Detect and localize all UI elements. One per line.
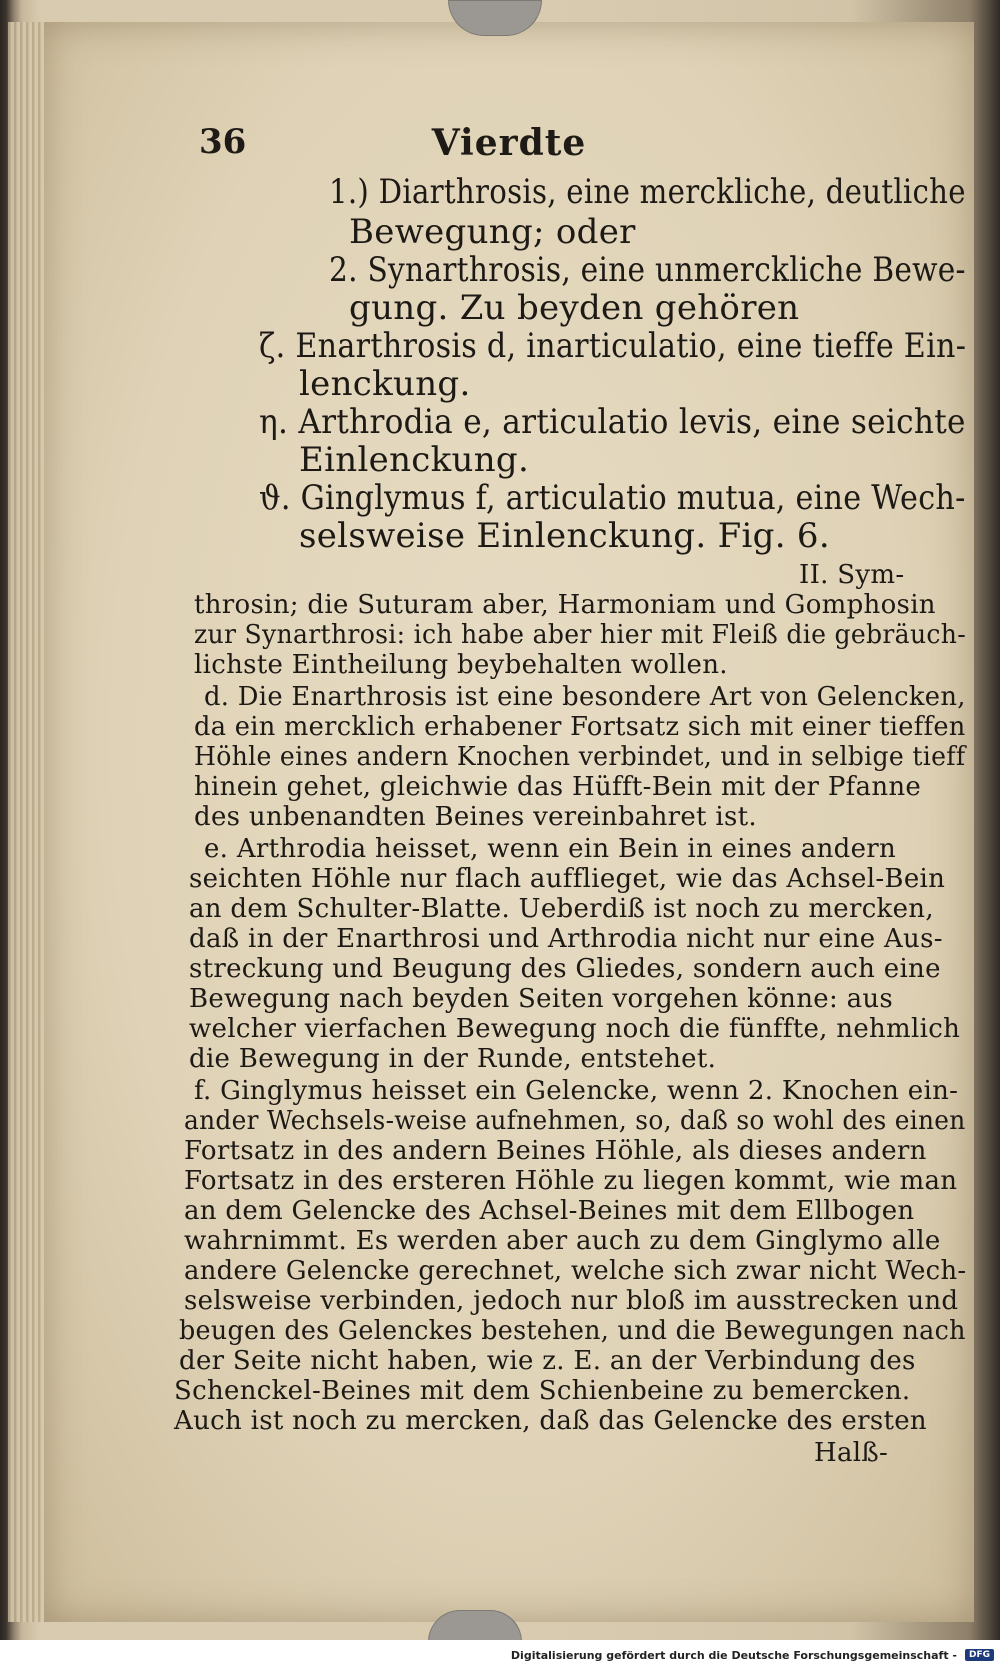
list-line: 2. Synarthrosis, eine unmerckliche Bewe- (329, 250, 966, 290)
funding-text: Digitalisierung gefördert durch die Deutsche Forschungsgemeinschaft - (510, 1648, 957, 1662)
dfg-logo: DFG (965, 1649, 994, 1661)
list-line: 1.) Diarthrosis, eine merckliche, deutliche (329, 172, 966, 212)
note-line: ander Wechsels-weise aufnehmen, so, daß so wohl des einen (184, 1106, 966, 1136)
note-line: seichten Höhle nur flach aufflieget, wie das Achsel-Bein (189, 864, 946, 894)
catchword: Halß- (814, 1438, 889, 1468)
note-line: Höhle eines andern Knochen verbindet, und in selbige tieff (194, 742, 966, 772)
list-line: selsweise Einlenckung. Fig. 6. (299, 516, 830, 556)
note-line: welcher vierfachen Bewegung noch die fünffte, nehmlich (189, 1014, 961, 1044)
note-line: die Bewegung in der Runde, entstehet. (189, 1044, 717, 1074)
list-line: lenckung. (299, 364, 471, 404)
book-clamp-bottom (428, 1610, 522, 1642)
note-line: andere Gelencke gerechnet, welche sich zwar nicht Wech- (184, 1256, 967, 1286)
note-line: streckung und Beugung des Gliedes, sondern auch eine (189, 954, 941, 984)
note-line: an dem Gelencke des Achsel-Beines mit dem Ellbogen (184, 1196, 915, 1226)
note-line: Schenckel-Beines mit dem Schienbeine zu bemercken. (174, 1376, 911, 1406)
note-line: da ein mercklich erhabener Fortsatz sich mit einer tieffen (194, 712, 966, 742)
list-line: gung. Zu beyden gehören (349, 288, 800, 328)
note-line: wahrnimmt. Es werden aber auch zu dem Ginglymo alle (184, 1226, 941, 1256)
book-page (44, 22, 974, 1622)
note-line: f. Ginglymus heisset ein Gelencke, wenn 2. Knochen ein- (194, 1076, 959, 1106)
note-line: der Seite nicht haben, wie z. E. an der Verbindung des (179, 1346, 916, 1376)
note-line: Fortsatz in des andern Beines Höhle, als dieses andern (184, 1136, 927, 1166)
note-line: Bewegung nach beyden Seiten vorgehen könne: aus (189, 984, 894, 1014)
note-line: daß in der Enarthrosi und Arthrodia nicht nur eine Aus- (189, 924, 943, 954)
note-line: e. Arthrodia heisset, wenn ein Bein in eines andern (204, 834, 897, 864)
list-line: ζ. Enarthrosis d, inarticulatio, eine tieffe Ein- (259, 326, 967, 366)
list-line: Einlenckung. (299, 440, 530, 480)
note-line: throsin; die Suturam aber, Harmoniam und Gomphosin (194, 590, 936, 620)
list-line: ϑ. Ginglymus f, articulatio mutua, eine Wech- (259, 478, 966, 518)
note-line: zur Synarthrosi: ich habe aber hier mit Fleiß die gebräuch- (194, 620, 967, 650)
list-line: Bewegung; oder (349, 212, 636, 252)
note-line: an dem Schulter-Blatte. Ueberdiß ist noch zu mercken, (189, 894, 934, 924)
note-line: Fortsatz in des ersteren Höhle zu liegen kommt, wie man (184, 1166, 958, 1196)
funding-footer (0, 1640, 1000, 1670)
page-edges (8, 22, 44, 1622)
note-line: d. Die Enarthrosis ist eine besondere Art von Gelencken, (204, 682, 966, 712)
note-line: beugen des Gelenckes bestehen, und die Bewegungen nach (179, 1316, 966, 1346)
list-line: η. Arthrodia e, articulatio levis, eine seichte (259, 402, 966, 442)
page-header (44, 122, 974, 172)
note-line: hinein gehet, gleichwie das Hüfft-Bein mit der Pfanne (194, 772, 922, 802)
note-line: Auch ist noch zu mercken, daß das Gelencke des ersten (174, 1406, 927, 1436)
note-line: des unbenandten Beines vereinbahret ist. (194, 802, 757, 832)
note-line: II. Sym- (799, 560, 905, 590)
note-line: lichste Eintheilung beybehalten wollen. (194, 650, 728, 680)
running-head: Vierdte (431, 122, 587, 164)
page-number: 36 (199, 122, 247, 162)
note-line: selsweise verbinden, jedoch nur bloß im ausstrecken und (184, 1286, 959, 1316)
